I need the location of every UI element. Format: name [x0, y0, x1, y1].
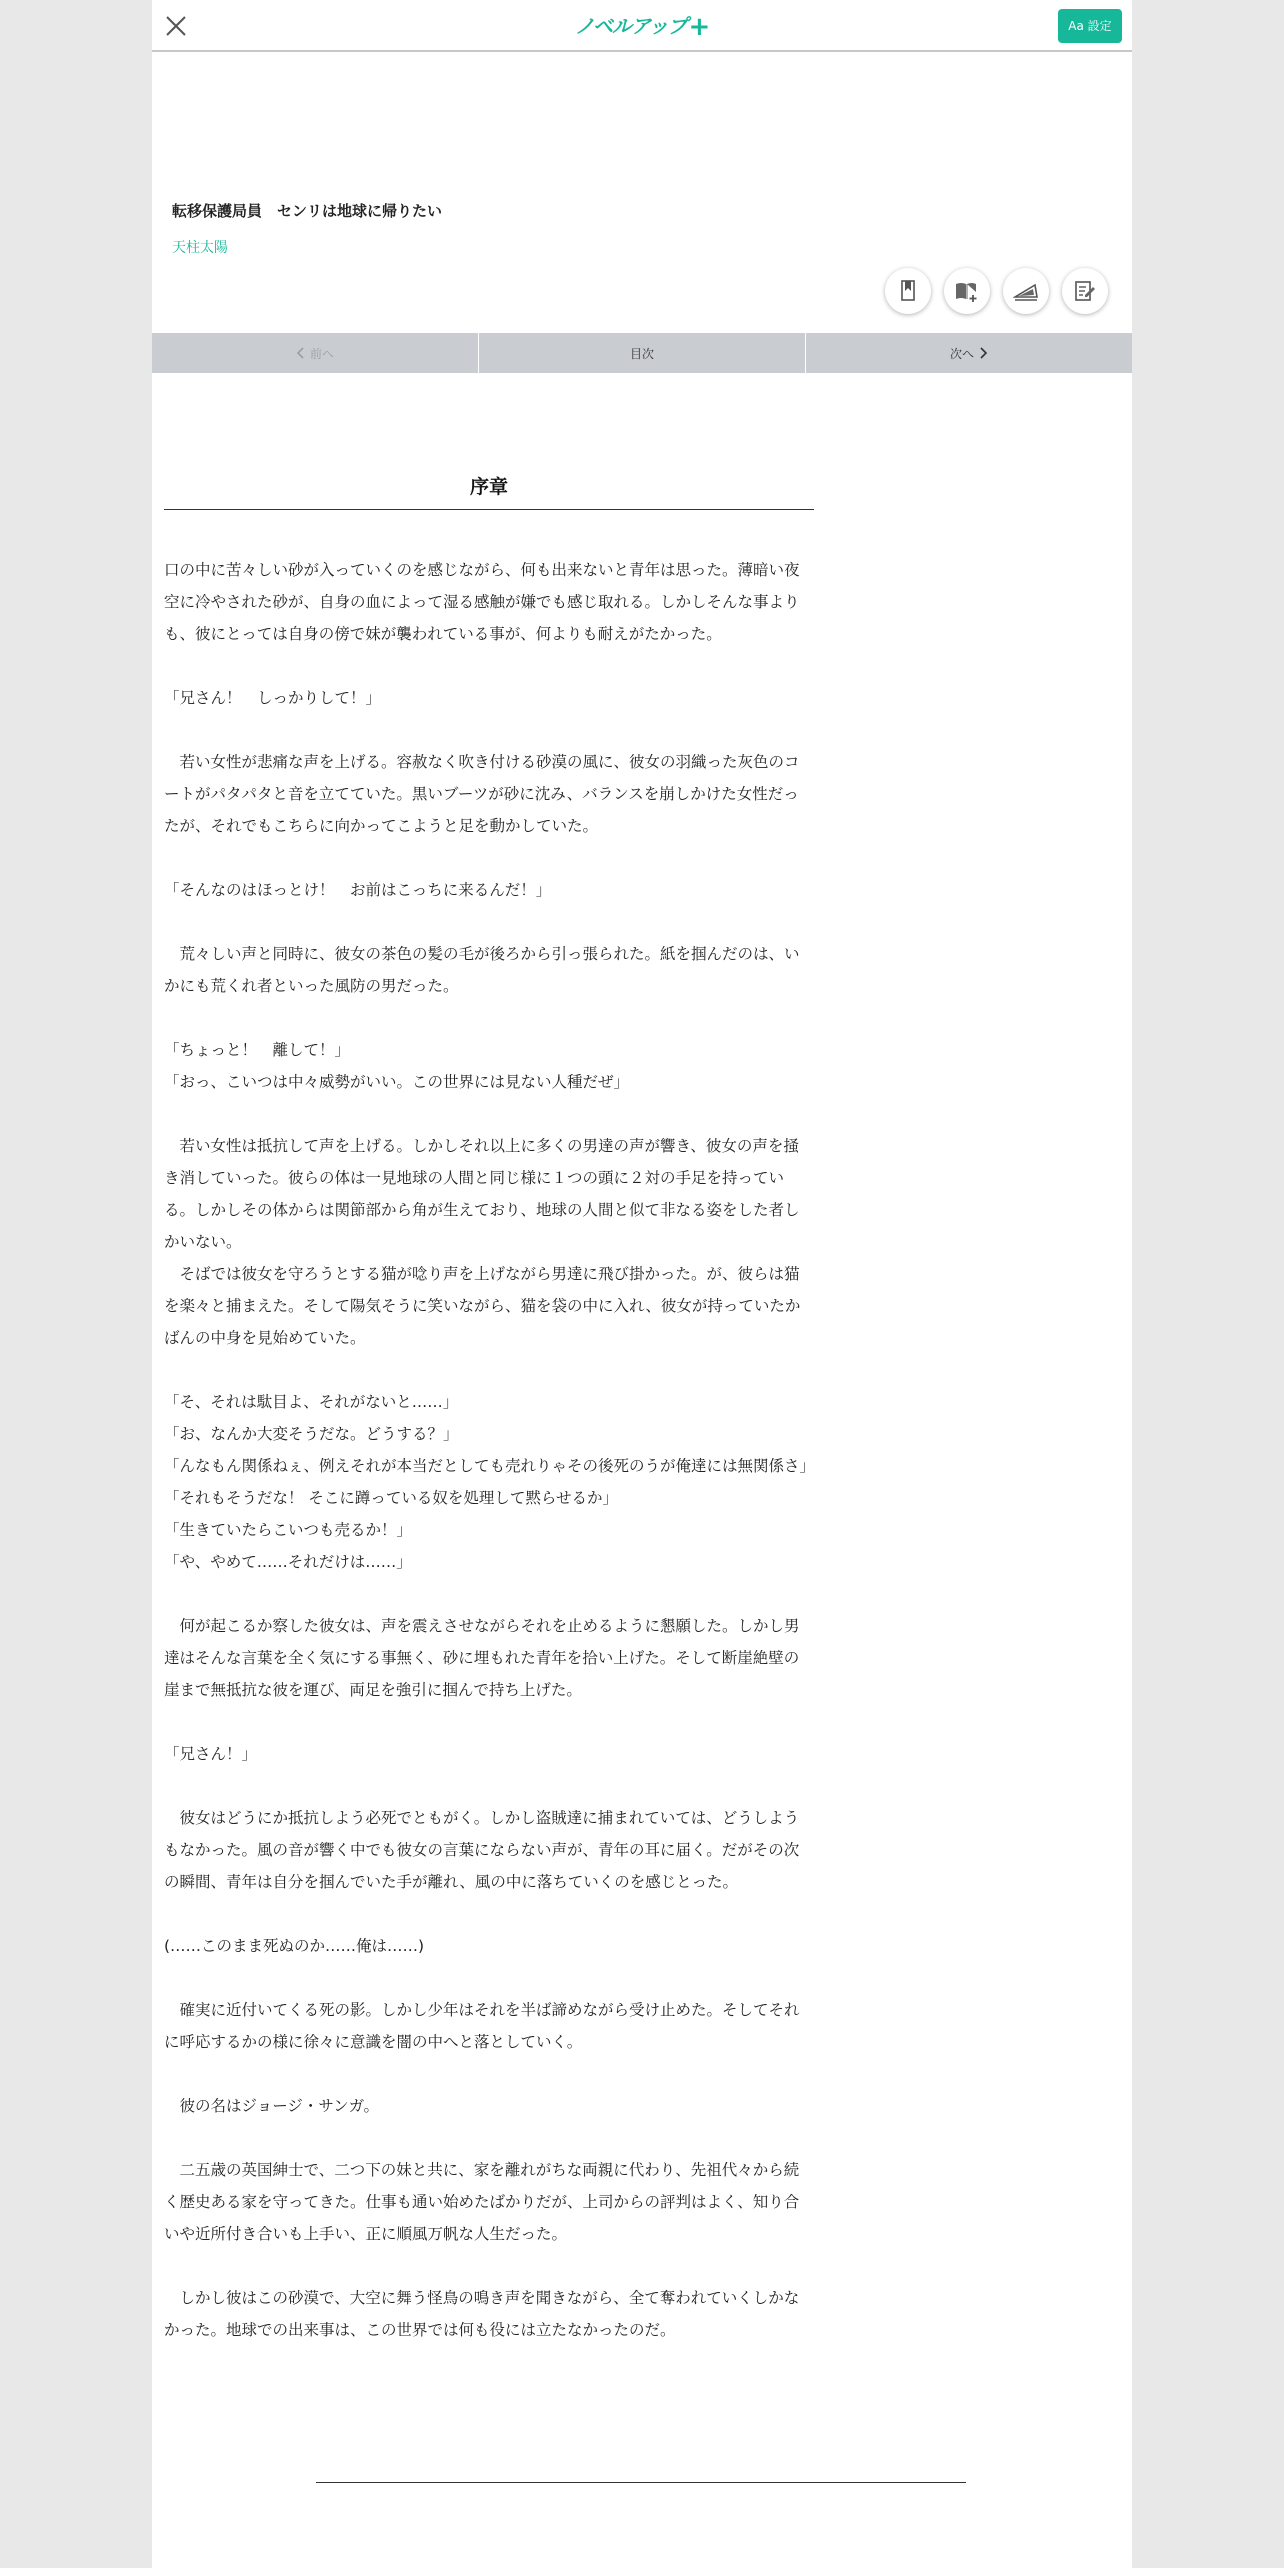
- paragraph: 彼女はどうにか抵抗しよう必死でともがく。しかし盗賊達に捕まれていては、どうしようもなかった。風の音が響く中でも彼女の言葉にならない声が、青年の耳に届く。だがその次の瞬間、青年は自分を掴んでいた手が離れ、風の中に落ちていくのを感じとった。: [164, 1809, 800, 1891]
- chapter-title: 序章: [164, 472, 814, 510]
- paragraph: 「お、なんか大変そうだな。どうする？」: [164, 1425, 459, 1443]
- paragraph: [164, 1898, 814, 1930]
- paragraph: [164, 1770, 814, 1802]
- paragraph: (……このまま死ぬのか……俺は……): [164, 1937, 425, 1955]
- paragraph: 「んなもん関係ねぇ、例えそれが本当だとしても売れりゃその後死のうが俺達には無関係さ」: [164, 1457, 816, 1475]
- paragraph: 「ちょっと！ 離して！」: [164, 1041, 351, 1059]
- prev-chapter-button[interactable]: [152, 333, 478, 373]
- paragraph: [164, 1578, 814, 1610]
- next-label: 次へ: [949, 346, 974, 361]
- cheer-button[interactable]: [1003, 268, 1049, 314]
- paragraph: [164, 1706, 814, 1738]
- paragraph: 二五歳の英国紳士で、二つ下の妹と共に、家を離れがちな両親に代わり、先祖代々から続く歴史ある家を守ってきた。仕事も通い始めたばかりだが、上司からの評判はよく、知り合いや近所付き合いも上手い、正に順風万帆な人生だった。: [164, 2161, 800, 2243]
- review-button[interactable]: [1062, 268, 1108, 314]
- paragraph: 若い女性は抵抗して声を上げる。しかしそれ以上に多くの男達の声が響き、彼女の声を掻き消していった。彼らの体は一見地球の人間と同じ様に１つの頭に２対の手足を持っている。しかしその体からは関節部から角が生えており、地球の人間と似て非なる姿をした者しかいない。: [164, 1137, 800, 1251]
- paragraph: [164, 650, 814, 682]
- chapter-content: [164, 472, 814, 2346]
- paragraph: 若い女性が悲痛な声を上げる。容赦なく吹き付ける砂漠の風に、彼女の羽織った灰色のコートがパタパタと音を立てていた。黒いブーツが砂に沈み、バランスを崩しかけた女性だったが、それでもこちらに向かってこようと足を動かしていた。: [164, 753, 800, 835]
- logo-plus: +: [688, 12, 710, 42]
- paragraph: 彼の名はジョージ・サンガ。: [164, 2097, 379, 2115]
- next-chapter-button[interactable]: [805, 333, 1132, 373]
- action-toolbar: [885, 268, 1108, 314]
- chapter-end-divider: [316, 2482, 966, 2483]
- paragraph: 荒々しい声と同時に、彼女の茶色の髪の毛が後ろから引っ張られた。紙を掴んだのは、いかにも荒くれ者といった風防の男だった。: [164, 945, 800, 995]
- chevron-right-icon: [978, 347, 988, 359]
- bookmark-button[interactable]: [885, 268, 931, 314]
- author-link[interactable]: 天柱太陽: [172, 240, 228, 256]
- bookmark-icon: [896, 279, 920, 303]
- chevron-left-icon: [296, 347, 306, 359]
- add-to-bookshelf-button[interactable]: [944, 268, 990, 314]
- edit-note-icon: [1073, 279, 1097, 303]
- prev-label: 前へ: [309, 346, 334, 361]
- paragraph: 「おっ、こいつは中々威勢がいい。この世界には見ない人種だぜ」: [164, 1073, 630, 1091]
- toc-label: 目次: [629, 346, 654, 361]
- paragraph: 「兄さん！」: [164, 1745, 258, 1763]
- paragraph: [164, 2250, 814, 2282]
- paragraph: しかし彼はこの砂漠で、大空に舞う怪鳥の鳴き声を聞きながら、全て奪われていくしかなかった。地球での出来事は、この世界では何も役には立たなかったのだ。: [164, 2289, 800, 2339]
- paragraph: [164, 1002, 814, 1034]
- paragraph: [164, 1098, 814, 1130]
- paragraph: 「兄さん！ しっかりして！」: [164, 689, 382, 707]
- add-to-bookshelf-icon: [954, 279, 980, 303]
- top-bar: [152, 0, 1132, 52]
- paragraph: 確実に近付いてくる死の影。しかし少年はそれを半ば諦めながら受け止めた。そしてそれに呼応するかの様に徐々に意識を闇の中へと落としていく。: [164, 2001, 800, 2051]
- paragraph: 「それもそうだな！ そこに蹲っている奴を処理して黙らせるか」: [164, 1489, 618, 1507]
- table-of-contents-button[interactable]: [478, 333, 805, 373]
- paragraph: [164, 906, 814, 938]
- paragraph: [164, 1962, 814, 1994]
- paragraph: 口の中に苦々しい砂が入っていくのを感じながら、何も出来ないと青年は思った。薄暗い夜空に冷やされた砂が、自身の血によって湿る感触が嫌でも感じ取れる。しかしそんな事よりも、彼にとっては自身の傍で妹が襲われている事が、何よりも耐えがたかった。: [164, 561, 800, 643]
- paragraph: [164, 1354, 814, 1386]
- chapter-body: [164, 554, 814, 2346]
- paragraph: 「そ、それは駄目よ、それがないと……」: [164, 1393, 459, 1411]
- paragraph: そばでは彼女を守ろうとする猫が唸り声を上げながら男達に飛び掛かった。が、彼らは猫を楽々と捕まえた。そして陽気そうに笑いながら、猫を袋の中に入れ、彼女が持っていたかばんの中身を見始めていた。: [164, 1265, 801, 1347]
- logo-text: ノベルアップ: [574, 14, 687, 38]
- novel-title[interactable]: 転移保護局員 センリは地球に帰りたい: [172, 202, 443, 220]
- paragraph: 「そんなのはほっとけ！ お前はこっちに来るんだ！」: [164, 881, 552, 899]
- paragraph: 何が起こるか察した彼女は、声を震えさせながらそれを止めるように懇願した。しかし男達はそんな言葉を全く気にする事無く、砂に埋もれた青年を拾い上げた。そして断崖絶壁の崖まで無抵抗な彼を運び、両足を強引に掴んで持ち上げた。: [164, 1617, 800, 1699]
- chapter-navigation: [152, 333, 1132, 373]
- paragraph: 「や、やめて……それだけは……」: [164, 1553, 412, 1571]
- paragraph: [164, 2122, 814, 2154]
- site-logo[interactable]: [152, 10, 1132, 42]
- paragraph: [164, 714, 814, 746]
- settings-button[interactable]: Aa 設定: [1058, 9, 1122, 43]
- novel-header: [172, 200, 442, 257]
- paragraph: [164, 2058, 814, 2090]
- megaphone-icon: [1013, 279, 1039, 303]
- paragraph: [164, 842, 814, 874]
- paragraph: 「生きていたらこいつも売るか！」: [164, 1521, 413, 1539]
